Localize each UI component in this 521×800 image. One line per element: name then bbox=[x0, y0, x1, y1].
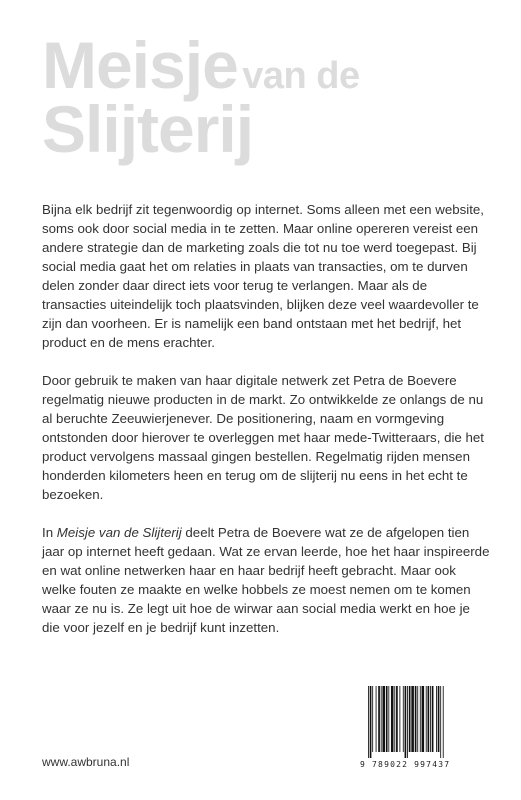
barcode-bar bbox=[382, 686, 385, 752]
blurb-text bbox=[42, 200, 490, 656]
barcode-bar bbox=[426, 686, 427, 752]
barcode-bar bbox=[394, 686, 395, 752]
barcode-bar bbox=[411, 686, 414, 752]
book-title-italic: Meisje van de Slijterij bbox=[56, 525, 182, 540]
barcode-bar bbox=[420, 686, 421, 752]
title-line-1 bbox=[42, 28, 482, 102]
isbn-number: 9 789022 997437 bbox=[360, 760, 451, 769]
barcode-bar bbox=[415, 686, 417, 752]
paragraph-3-prefix: In bbox=[42, 525, 57, 540]
barcode-bar bbox=[405, 686, 407, 758]
blurb-paragraph-1: Bijna elk bedrijf zit tegenwoordig op internet. Soms alleen met een website, soms ook door social media in te zetten. Maar online opereren vereist een andere strategie dan de marketing zoals die tot nu toe werd toegepast. Bij social media gaat het om relaties in plaats van transacties, om te durven delen zonder daar direct iets voor terug te verlangen. Maar als de transacties uiteindelijk toch plaatsvinden, blijken deze veel waardevoller te zijn dan voorheen. Er is namelijk een band ontstaan met het bedrijf, het product en de mens erachter. bbox=[42, 202, 484, 350]
barcode-bar bbox=[430, 686, 431, 752]
title-word-slijterij: Slijterij bbox=[42, 92, 254, 166]
barcode-bar bbox=[388, 686, 389, 752]
barcode-bar bbox=[428, 686, 430, 752]
barcode-bar bbox=[372, 686, 373, 752]
barcode-bar bbox=[422, 686, 425, 752]
barcode-bar bbox=[440, 686, 441, 758]
barcode-bar bbox=[386, 686, 388, 752]
title-line-2 bbox=[42, 92, 482, 166]
barcode-bar bbox=[368, 686, 369, 758]
barcode bbox=[367, 686, 463, 764]
barcode-bar bbox=[381, 686, 382, 752]
barcode-bar bbox=[378, 686, 380, 752]
book-title bbox=[42, 28, 482, 166]
title-words-van-de: van de bbox=[242, 55, 360, 97]
barcode-bar bbox=[407, 686, 408, 758]
paragraph-3-rest: deelt Petra de Boevere wat ze de afgelopen tien jaar op internet heeft gedaan. Wat ze ervan leerde, hoe het haar inspireerde en wat online netwerken haar en haar bedrijf heeft gebracht. Maar ook welke fouten ze maakte en welke hobbels ze moest nemen om te komen waar ze nu is. Ze legt uit hoe de wirwar aan social media werkt en hoe je die voor jezelf en je bedrijf kunt inzetten. bbox=[42, 525, 490, 635]
barcode-bar bbox=[403, 686, 404, 752]
title-word-meisje: Meisje bbox=[42, 28, 238, 102]
barcode-bar bbox=[432, 686, 434, 752]
blurb-paragraph-2: Door gebruik te maken van haar digitale netwerk zet Petra de Boevere regelmatig nieuwe producten in de markt. Zo ontwikkelde ze onlangs de nu al beruchte Zeeuwierjenever. De positionering, naam en vormgeving ontstonden door hierover te overleggen met haar mede-Twitteraars, die het product vervolgens massaal gingen bestellen. Regelmatig rijden mensen honderden kilometers heen en terug om de slijterij nu eens in het echt te bezoeken. bbox=[42, 373, 485, 502]
barcode-bar bbox=[399, 686, 400, 752]
barcode-bar bbox=[376, 686, 377, 752]
barcode-bar bbox=[438, 686, 440, 752]
barcode-bar bbox=[443, 686, 444, 758]
blurb-paragraph-3 bbox=[42, 523, 490, 637]
barcode-bars bbox=[367, 686, 463, 758]
barcode-bar bbox=[417, 686, 418, 752]
barcode-bar bbox=[436, 686, 437, 752]
publisher-url: www.awbruna.nl bbox=[42, 755, 130, 769]
barcode-bar bbox=[396, 686, 398, 752]
barcode-bar bbox=[391, 686, 394, 752]
barcode-bar bbox=[409, 686, 411, 752]
barcode-bar bbox=[370, 686, 372, 758]
